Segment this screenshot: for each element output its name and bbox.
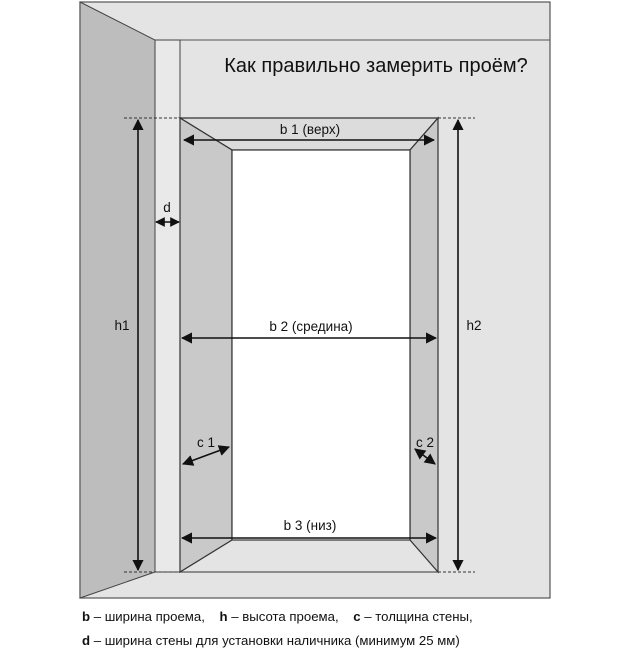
diagram-title: Как правильно замерить проём? bbox=[224, 55, 528, 77]
label-h1: h1 bbox=[114, 318, 130, 333]
label-b2: b 2 (средина) bbox=[269, 319, 353, 334]
legend-text-d: – ширина стены для установки наличника (минимум 25 мм) bbox=[90, 633, 460, 648]
legend-key-c: c bbox=[353, 609, 361, 624]
label-c1: c 1 bbox=[196, 435, 216, 450]
legend-key-d: d bbox=[82, 633, 91, 648]
legend-line-1 bbox=[82, 609, 638, 624]
door-opening bbox=[232, 150, 410, 540]
label-c2: c 2 bbox=[415, 435, 435, 450]
label-b3: b 3 (низ) bbox=[283, 518, 337, 533]
right-jamb bbox=[410, 118, 438, 572]
legend-text-b: – ширина проема, bbox=[90, 609, 205, 624]
legend-key-h: h bbox=[219, 609, 228, 624]
left-side-wall bbox=[80, 2, 155, 598]
legend-text-c: – толщина стены, bbox=[360, 609, 473, 624]
label-h2: h2 bbox=[466, 318, 482, 333]
legend-text-h: – высота проема, bbox=[227, 609, 339, 624]
left-jamb bbox=[180, 118, 232, 572]
legend-key-b: b bbox=[82, 609, 91, 624]
label-b1: b 1 (верх) bbox=[279, 122, 341, 137]
label-d: d bbox=[163, 200, 171, 215]
legend-line-2 bbox=[82, 633, 638, 648]
wall-thickness-strip bbox=[155, 40, 180, 572]
